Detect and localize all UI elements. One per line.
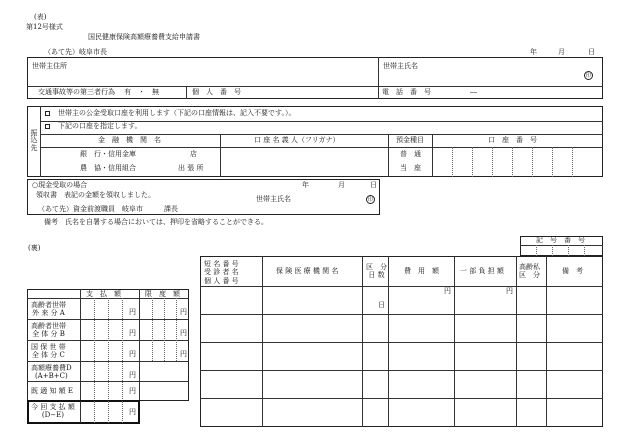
summary-row-a-label: 高齢者世帯 外 来 分 A — [31, 301, 66, 318]
cash-head-name-label: 世帯主氏名 — [256, 195, 291, 203]
summary-row-current-payment-unit: 円 — [129, 408, 136, 416]
deposit-type-header: 預金種目 — [396, 136, 424, 144]
summary-row-b-payment-unit: 円 — [129, 329, 136, 337]
bank-type-line1: 銀 行・信用金庫 — [80, 150, 136, 158]
summary-row-c-payment-unit: 円 — [129, 350, 136, 358]
col-remarks-header: 備 考 — [562, 267, 583, 275]
address-field[interactable] — [28, 72, 377, 85]
date-year-label: 年 — [530, 48, 537, 56]
phone-label: 電 話 番 号 — [382, 88, 431, 96]
account-number-header: 口 座 番 号 — [488, 136, 537, 144]
summary-row-a-limit-unit: 円 — [180, 308, 187, 316]
account-holder-header: 口 座 名 義 人（フリガナ） — [254, 136, 340, 144]
copay-yen-unit: 円 — [506, 287, 513, 295]
summary-row-d-payment-unit: 円 — [129, 371, 136, 379]
summary-row-b-label: 高齢者世帯 全 体 分 B — [31, 322, 66, 339]
col-patient-header: 短 名 番 号 受 診 者 名 個 人 番 号 — [204, 260, 239, 285]
third-party-options[interactable]: 有 ・ 無 — [124, 88, 159, 96]
bank-type-line2: 農 協・信用組合 — [80, 164, 136, 172]
phone-dash: ― — [470, 88, 477, 96]
note-text: 備考 氏名を自署する場合においては、押印を省略することができる。 — [44, 218, 268, 226]
summary-row-a-payment-unit: 円 — [129, 308, 136, 316]
third-party-label: 交通事故等の第三者行為 — [38, 88, 115, 96]
col-elderly-header: 高齢私 区 分 — [519, 263, 540, 280]
personal-number-label: 個 人 番 号 — [192, 88, 241, 96]
seal-mark: 印 — [585, 73, 591, 79]
summary-row-c-label: 国 保 世 帯 全 体 分 C — [31, 343, 66, 360]
deposit-type-ordinary[interactable]: 普 通 — [400, 150, 421, 158]
transfer-side-label: 振込先 — [30, 129, 38, 152]
record-number-label: 記 号 番 号 — [536, 236, 585, 244]
form-title: 国民健康保険高額療養費支給申請書 — [88, 33, 200, 41]
summary-row-b-limit-unit: 円 — [180, 329, 187, 337]
addressee: （あて先）岐阜市長 — [44, 48, 107, 56]
col-cost-header: 費 用 額 — [404, 267, 439, 275]
days-unit: 日 — [378, 301, 385, 309]
date-month-label: 月 — [558, 48, 565, 56]
cash-date-year: 年 — [302, 181, 309, 189]
sub-branch-label: 出 張 所 — [178, 164, 204, 172]
col-category-days-header: 区 分 日 数 — [366, 263, 387, 280]
address-label: 世帯主住所 — [32, 62, 67, 70]
summary-row-d-label: 高額療養費D (A+B+C) — [31, 364, 72, 381]
cash-date-day: 日 — [370, 181, 377, 189]
cash-receipt-title: ○現金受取の場合 — [32, 181, 88, 189]
summary-row-e-label: 既 適 知 額 E — [31, 387, 74, 395]
cost-yen-unit: 円 — [444, 287, 451, 295]
personal-number-field[interactable] — [250, 87, 377, 98]
receipt-text: 領収書 表記の金額を領収しました。 — [36, 191, 155, 199]
cash-seal-mark: 印 — [367, 197, 373, 203]
branch-label: 店 — [190, 150, 197, 158]
date-day-label: 日 — [588, 48, 595, 56]
col-limit-header: 限 度 額 — [145, 290, 180, 298]
form-kind-label: (表) — [34, 13, 47, 21]
option-designated-account-label: 下記の口座を指定します。 — [58, 122, 142, 130]
summary-row-c-limit-unit: 円 — [180, 350, 187, 358]
cash-date-month: 月 — [338, 181, 345, 189]
option-public-account-label: 世帯主の公金受取口座を利用します（下記の口座情報は、記入不要です。）。 — [58, 109, 296, 117]
head-name-label: 世帯主氏名 — [383, 62, 418, 70]
summary-row-e-payment-unit: 円 — [129, 387, 136, 395]
account-holder-field[interactable] — [221, 148, 387, 176]
back-side-label: (裏) — [28, 244, 41, 252]
cash-addressee: （あて先）資金前渡職員 岐阜市 課長 — [38, 205, 178, 213]
form-number: 第12号様式 — [26, 23, 63, 31]
col-payment-header: 支 払 額 — [86, 290, 121, 298]
option-public-account-checkbox[interactable] — [45, 111, 50, 116]
summary-row-current-label: 今 回 支 払 額 (D−E) — [31, 403, 75, 420]
bank-name-header: 金 融 機 関 名 — [98, 136, 161, 144]
col-copay-header: 一 部 負 担 額 — [460, 267, 504, 275]
head-name-field[interactable] — [379, 72, 579, 85]
option-designated-account-checkbox[interactable] — [45, 124, 50, 129]
col-institution-header: 保 険 医 療 機 関 名 — [276, 267, 339, 275]
deposit-type-current[interactable]: 当 座 — [400, 164, 421, 172]
